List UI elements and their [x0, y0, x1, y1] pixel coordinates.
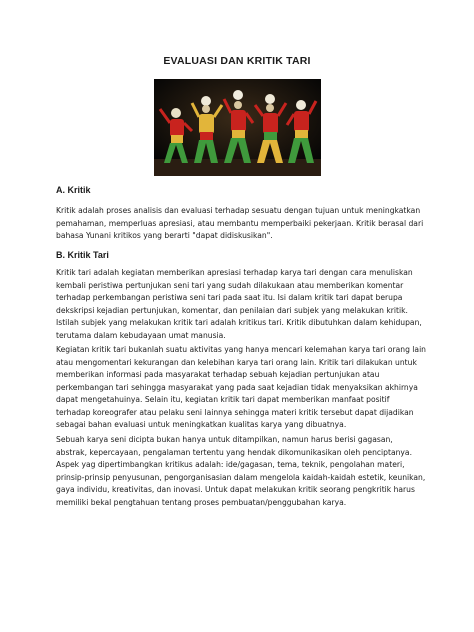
dance-photo-illustration	[154, 79, 321, 176]
paragraph: Kritik adalah proses analisis dan evaluasi terhadap sesuatu dengan tujuan untuk meningkatkan pemahaman, memperluas apresiasi, atau membantu memperbaiki pekerjaan. Kritik berasal dari bahasa Yunani kritikos yang berarti "dapat didiskusikan".	[56, 206, 424, 240]
dance-photo	[154, 79, 321, 176]
section-heading-kritik: A. Kritik	[56, 185, 91, 195]
paragraph: Kritik tari adalah kegiatan memberikan apresiasi terhadap karya tari dengan cara menuliskan kembali peristiwa pertunjukan seni tari yang sudah dilakukaan atau memberikan komentar terhadap perkembangan peristiwa seni tari pada saat itu. Isi dalam kritik tari dapat berupa dekskripsi kejadian pertunjukan, komentar, dan penilaian dari subjek yang melakukan kritik. Istilah subjek yang melakukan kritik tari adalah kritikus tari. Kritik dibutuhkan dalam kehidupan, terutama dalam kebudayaan umat manusia.	[56, 268, 422, 340]
section-heading-kritik-tari: B. Kritik Tari	[56, 250, 109, 260]
paragraph: Kegiatan kritik tari bukanlah suatu aktivitas yang hanya mencari kelemahan karya tari orang lain atau mengomentari kekurangan dan kelebihan karya tari orang lain. Kritik tari dilakukan untuk memberikan informasi pada masyarakat terhadap sebuah kejadian pertunjukan atau perkembangan tari sehingga masyarakat yang pada saat kejadian tidak menyaksikan akhirnya dapat mengetahuinya. Selain itu, kegiatan kritik tari dapat memberikan manfaat positif terhadap koreografer atau pelaku seni lainnya sehingga materi kritik tersebut dapat dijadikan sebagai bahan evaluasi untuk meningkatkan kualitas karya yang dibuatnya.	[56, 345, 426, 429]
paragraph: Sebuah karya seni dicipta bukan hanya untuk ditampilkan, namun harus berisi gagasan, abstrak, kepercayaan, pengalaman tertentu yang hendak dikomunikasikan oleh penciptanya. Aspek yag dipertimbangkan kritikus adalah: ide/gagasan, tema, teknik, pengolahan materi, prinsip-prinsip penyusunan, pengorganisasian dalam mengelola kaidah-kaidah estetik, keunikan, gaya individu, kreativitas, dan inovasi. Untuk dapat melakukan kritik seorang pengkritik harus memiliki bekal pengtahuan tentang proses pembuatan/penggubahan karya.	[56, 435, 426, 507]
document-title: EVALUASI DAN KRITIK TARI	[163, 55, 311, 67]
